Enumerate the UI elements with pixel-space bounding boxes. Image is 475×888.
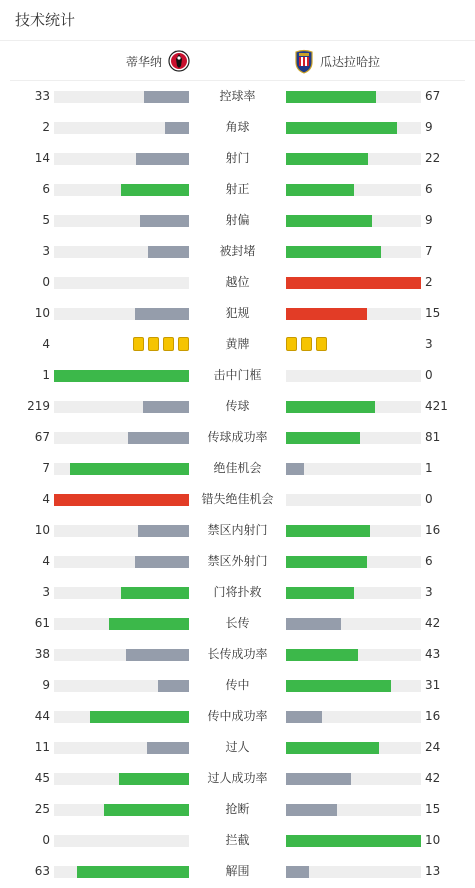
home-bar-fill <box>121 587 189 599</box>
away-value: 3 <box>425 337 433 351</box>
away-value: 0 <box>425 368 433 382</box>
stat-row <box>0 484 475 515</box>
away-bar-fill <box>286 91 376 103</box>
stat-row <box>0 763 475 794</box>
home-value: 4 <box>42 337 50 351</box>
home-value: 7 <box>42 461 50 475</box>
stat-label: 传球成功率 <box>207 430 268 444</box>
stat-row <box>0 329 475 360</box>
stat-label: 控球率 <box>219 89 256 103</box>
home-bar-track <box>54 773 189 785</box>
home-bar-fill <box>140 215 189 227</box>
stat-label: 射偏 <box>225 213 250 227</box>
home-bar-fill <box>136 153 189 165</box>
away-value: 42 <box>425 616 441 630</box>
home-bar-track <box>54 215 189 227</box>
away-bar-track <box>286 246 421 258</box>
home-bar-fill <box>143 401 189 413</box>
home-bar-fill <box>138 525 189 537</box>
away-bar-track <box>286 742 421 754</box>
home-value: 10 <box>34 306 50 320</box>
away-bar-fill <box>286 680 391 692</box>
home-value: 3 <box>42 585 50 599</box>
away-value: 81 <box>425 430 441 444</box>
home-bar-track <box>54 153 189 165</box>
away-bar-track <box>286 122 421 134</box>
stat-label: 射正 <box>225 182 250 196</box>
home-bar-track <box>54 835 189 847</box>
away-team[interactable] <box>293 48 380 74</box>
away-bar-fill <box>286 804 337 816</box>
home-bar-track <box>54 649 189 661</box>
away-bar-track <box>286 649 421 661</box>
home-bar-fill <box>119 773 189 785</box>
away-value: 6 <box>425 182 433 196</box>
away-value: 15 <box>425 802 441 816</box>
stat-row <box>0 143 475 174</box>
home-team-name: 蒂华纳 <box>126 54 163 69</box>
away-value: 3 <box>425 585 433 599</box>
home-value: 63 <box>34 864 50 878</box>
away-bar-track <box>286 835 421 847</box>
away-bar-track <box>286 773 421 785</box>
stat-row <box>0 81 475 112</box>
away-bar-fill <box>286 463 304 475</box>
stat-row <box>0 391 475 422</box>
home-value: 25 <box>34 802 50 816</box>
stat-row <box>0 515 475 546</box>
home-bar-track <box>54 866 189 878</box>
tijuana-crest-icon <box>168 48 190 74</box>
away-team-name: 瓜达拉哈拉 <box>320 54 381 69</box>
away-bar-track <box>286 308 421 320</box>
home-bar-track <box>54 494 189 506</box>
home-value: 44 <box>34 709 50 723</box>
home-bar-fill <box>109 618 189 630</box>
stat-label: 过人成功率 <box>207 771 268 785</box>
stat-label: 禁区内射门 <box>207 523 268 537</box>
home-value: 0 <box>42 833 50 847</box>
home-bar-track <box>54 742 189 754</box>
stat-label: 射门 <box>225 151 250 165</box>
away-bar-track <box>286 618 421 630</box>
home-bar-fill <box>148 246 189 258</box>
yellow-card-icon <box>316 337 327 351</box>
stat-label: 解围 <box>225 864 250 878</box>
stat-label: 错失绝佳机会 <box>201 492 274 506</box>
home-bar-fill <box>54 494 189 506</box>
stat-label: 传中 <box>225 678 250 692</box>
home-value: 2 <box>42 120 50 134</box>
home-team[interactable] <box>126 48 190 74</box>
away-bar-track <box>286 525 421 537</box>
away-value: 24 <box>425 740 441 754</box>
home-bar-track <box>54 711 189 723</box>
away-bar-fill <box>286 711 322 723</box>
away-bar-track <box>286 184 421 196</box>
away-bar-fill <box>286 215 372 227</box>
away-value: 42 <box>425 771 441 785</box>
away-bar-track <box>286 587 421 599</box>
home-bar-fill <box>126 649 189 661</box>
page-title: 技术统计 <box>15 11 76 29</box>
stat-label: 越位 <box>225 275 250 289</box>
home-bar-track <box>54 432 189 444</box>
away-bar-track <box>286 494 421 506</box>
stat-label: 传中成功率 <box>207 709 268 723</box>
home-value: 4 <box>42 554 50 568</box>
away-bar-fill <box>286 184 354 196</box>
away-bar-fill <box>286 308 367 320</box>
home-value: 6 <box>42 182 50 196</box>
away-bar-track <box>286 463 421 475</box>
stat-label: 击中门框 <box>213 368 262 382</box>
home-bar-track <box>54 680 189 692</box>
stat-row <box>0 236 475 267</box>
home-value: 9 <box>42 678 50 692</box>
away-bar-track <box>286 401 421 413</box>
home-bar-track <box>54 804 189 816</box>
home-bar-track <box>54 91 189 103</box>
away-bar-fill <box>286 153 368 165</box>
away-bar-fill <box>286 835 421 847</box>
away-bar-track <box>286 556 421 568</box>
home-bar-fill <box>90 711 189 723</box>
away-bar-fill <box>286 432 360 444</box>
away-value: 9 <box>425 120 433 134</box>
stats-list <box>0 81 475 887</box>
home-value: 219 <box>27 399 50 413</box>
home-bar-track <box>54 246 189 258</box>
home-bar-fill <box>144 91 189 103</box>
away-value: 16 <box>425 709 441 723</box>
away-bar-fill <box>286 587 354 599</box>
stat-row <box>0 112 475 143</box>
home-value: 61 <box>34 616 50 630</box>
away-bar-fill <box>286 277 421 289</box>
home-bar-track <box>54 463 189 475</box>
yellow-card-icon <box>301 337 312 351</box>
yellow-card-icon <box>133 337 144 351</box>
home-value: 5 <box>42 213 50 227</box>
away-value: 16 <box>425 523 441 537</box>
stat-row <box>0 453 475 484</box>
away-value: 31 <box>425 678 441 692</box>
away-value: 6 <box>425 554 433 568</box>
away-bar-fill <box>286 525 370 537</box>
away-value: 0 <box>425 492 433 506</box>
stat-label: 禁区外射门 <box>207 554 268 568</box>
stat-row <box>0 608 475 639</box>
away-value: 9 <box>425 213 433 227</box>
stat-label: 绝佳机会 <box>213 461 262 475</box>
yellow-card-icon <box>148 337 159 351</box>
home-bar-fill <box>54 370 189 382</box>
away-bar-track <box>286 680 421 692</box>
home-bar-track <box>54 618 189 630</box>
away-bar-fill <box>286 742 379 754</box>
home-value: 14 <box>34 151 50 165</box>
away-value: 13 <box>425 864 441 878</box>
home-value: 1 <box>42 368 50 382</box>
stat-row <box>0 794 475 825</box>
yellow-card-icon <box>286 337 297 351</box>
stat-row <box>0 298 475 329</box>
away-value: 10 <box>425 833 441 847</box>
home-bar-fill <box>77 866 189 878</box>
home-bar-fill <box>135 308 189 320</box>
away-bar-fill <box>286 556 367 568</box>
away-bar-track <box>286 277 421 289</box>
stat-row <box>0 422 475 453</box>
home-bar-fill <box>128 432 189 444</box>
away-value: 43 <box>425 647 441 661</box>
away-value: 2 <box>425 275 433 289</box>
stat-label: 犯规 <box>225 306 250 320</box>
away-bar-fill <box>286 122 397 134</box>
home-bar-track <box>54 184 189 196</box>
stat-row <box>0 174 475 205</box>
home-yellow-cards <box>133 337 189 351</box>
home-bar-fill <box>104 804 189 816</box>
home-bar-fill <box>121 184 189 196</box>
home-value: 10 <box>34 523 50 537</box>
away-bar-fill <box>286 246 381 258</box>
stat-row <box>0 577 475 608</box>
home-bar-fill <box>147 742 189 754</box>
stat-label: 抢断 <box>225 802 250 816</box>
home-bar-fill <box>165 122 189 134</box>
home-bar-fill <box>70 463 189 475</box>
home-bar-track <box>54 525 189 537</box>
home-value: 0 <box>42 275 50 289</box>
away-value: 1 <box>425 461 433 475</box>
home-value: 33 <box>34 89 50 103</box>
stat-row <box>0 670 475 701</box>
away-bar-track <box>286 804 421 816</box>
home-bar-track <box>54 401 189 413</box>
away-value: 15 <box>425 306 441 320</box>
away-bar-fill <box>286 866 309 878</box>
away-value: 421 <box>425 399 448 413</box>
home-bar-track <box>54 556 189 568</box>
home-value: 11 <box>34 740 50 754</box>
away-bar-fill <box>286 773 351 785</box>
away-bar-track <box>286 215 421 227</box>
stat-row <box>0 856 475 887</box>
home-bar-fill <box>158 680 189 692</box>
home-bar-track <box>54 370 189 382</box>
home-bar-fill <box>135 556 189 568</box>
stat-label: 过人 <box>225 740 250 754</box>
home-value: 3 <box>42 244 50 258</box>
away-bar-track <box>286 432 421 444</box>
away-bar-fill <box>286 649 358 661</box>
stat-row <box>0 639 475 670</box>
stat-row <box>0 732 475 763</box>
stat-row <box>0 360 475 391</box>
away-value: 22 <box>425 151 441 165</box>
stat-label: 被封堵 <box>219 244 256 258</box>
home-value: 4 <box>42 492 50 506</box>
stat-label: 角球 <box>225 120 250 134</box>
away-bar-fill <box>286 401 375 413</box>
stat-label: 长传成功率 <box>207 647 268 661</box>
away-bar-track <box>286 711 421 723</box>
home-bar-track <box>54 122 189 134</box>
guadalajara-crest-icon <box>293 48 315 74</box>
yellow-card-icon <box>178 337 189 351</box>
away-yellow-cards <box>286 337 327 351</box>
home-bar-track <box>54 277 189 289</box>
home-value: 67 <box>34 430 50 444</box>
home-bar-track <box>54 308 189 320</box>
home-bar-track <box>54 587 189 599</box>
yellow-card-icon <box>163 337 174 351</box>
away-value: 7 <box>425 244 433 258</box>
away-bar-track <box>286 866 421 878</box>
away-bar-fill <box>286 618 341 630</box>
teams-header <box>10 41 465 81</box>
away-value: 67 <box>425 89 441 103</box>
stat-row <box>0 205 475 236</box>
stat-label: 长传 <box>225 616 250 630</box>
stat-row <box>0 267 475 298</box>
stat-row <box>0 825 475 856</box>
away-bar-track <box>286 91 421 103</box>
stat-label: 传球 <box>225 399 250 413</box>
stat-label: 门将扑救 <box>213 585 262 599</box>
stat-row <box>0 701 475 732</box>
stat-row <box>0 546 475 577</box>
stat-label: 拦截 <box>225 833 250 847</box>
home-value: 38 <box>34 647 50 661</box>
home-value: 45 <box>34 771 50 785</box>
away-bar-track <box>286 153 421 165</box>
stat-label: 黄牌 <box>225 337 250 351</box>
away-bar-track <box>286 370 421 382</box>
